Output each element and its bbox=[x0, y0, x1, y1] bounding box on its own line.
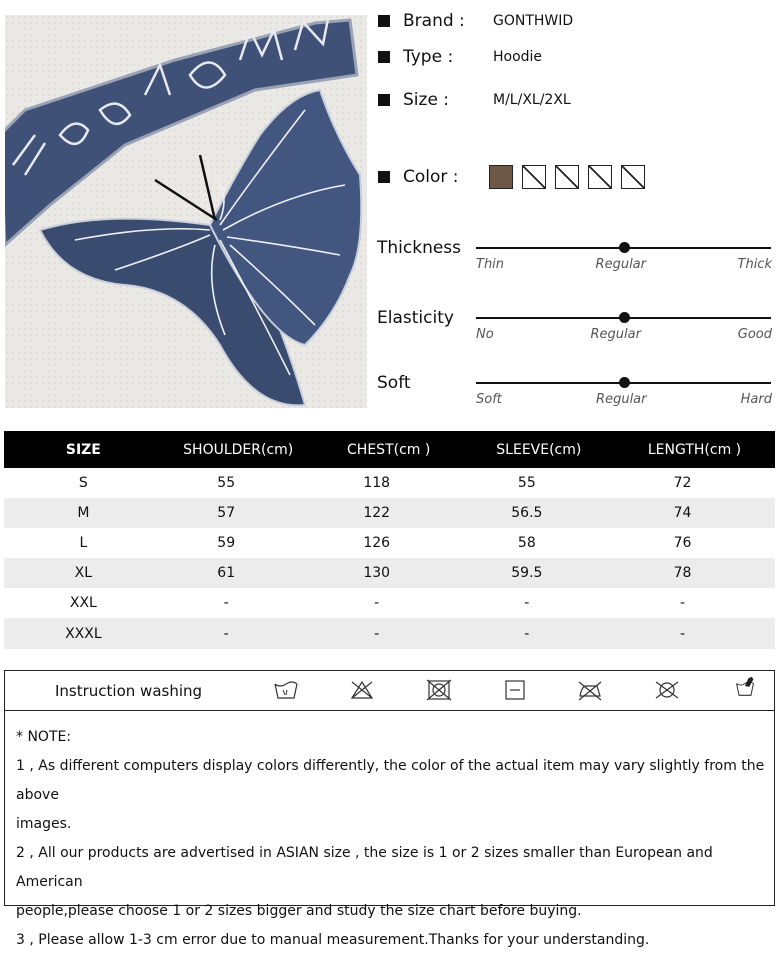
color-swatch-5[interactable] bbox=[621, 165, 645, 189]
scale-tick-label: Hard bbox=[740, 392, 772, 407]
size-label: Size : bbox=[403, 90, 450, 110]
do-not-dry-clean-icon bbox=[654, 679, 680, 701]
size-table-header-cell: SLEEVE(cm) bbox=[464, 431, 614, 468]
table-row bbox=[4, 528, 775, 558]
scale-tick-label: Soft bbox=[476, 392, 502, 407]
size-table-header-cell: CHEST(cm ) bbox=[314, 431, 464, 468]
do-not-tumble-dry-icon bbox=[426, 679, 452, 701]
table-cell: - bbox=[223, 595, 229, 611]
table-cell: XXXL bbox=[4, 618, 163, 649]
size-table-header-cell: SHOULDER(cm) bbox=[163, 431, 314, 468]
table-cell: 58 bbox=[517, 535, 536, 551]
note-line: 3 , Please allow 1-3 cm error due to manual measurement.Thanks for your understanding. bbox=[16, 932, 650, 948]
scale-knob bbox=[619, 377, 630, 388]
table-cell: 57 bbox=[163, 498, 314, 528]
bullet-square-icon bbox=[378, 94, 390, 106]
scale-tick-label: Thin bbox=[476, 257, 505, 272]
color-row bbox=[378, 165, 654, 189]
scale-label: Soft bbox=[377, 373, 411, 393]
hand-wash-icon bbox=[273, 679, 299, 701]
brand-value: GONTHWID bbox=[493, 13, 574, 29]
table-cell: - bbox=[679, 595, 686, 611]
size-table-header bbox=[4, 431, 775, 468]
table-cell: 78 bbox=[614, 558, 775, 588]
table-row bbox=[4, 588, 775, 618]
notes bbox=[5, 711, 774, 955]
table-cell: 55 bbox=[217, 475, 236, 491]
do-not-iron-icon bbox=[577, 679, 603, 701]
scale-tick-label: Good bbox=[737, 327, 772, 342]
table-cell: - bbox=[374, 595, 380, 611]
table-cell: 72 bbox=[673, 475, 692, 491]
care-instructions-box bbox=[4, 670, 775, 948]
table-cell: S bbox=[78, 475, 88, 491]
table-cell: XXL bbox=[69, 595, 97, 611]
scale-label: Thickness bbox=[377, 238, 462, 258]
notes-heading: * NOTE: bbox=[16, 729, 72, 745]
table-cell: - bbox=[314, 618, 464, 649]
table-cell: 126 bbox=[363, 535, 391, 551]
scale-knob bbox=[619, 312, 630, 323]
color-swatches bbox=[489, 165, 654, 189]
scale-tick-label: Regular bbox=[596, 392, 647, 407]
scale-track bbox=[476, 247, 771, 249]
table-cell: - bbox=[524, 595, 530, 611]
color-swatch-4[interactable] bbox=[588, 165, 612, 189]
type-label: Type : bbox=[403, 47, 454, 67]
dry-flat-icon bbox=[502, 679, 528, 701]
bullet-square-icon bbox=[378, 171, 390, 183]
type-row bbox=[378, 47, 542, 67]
size-table-header-cell: LENGTH(cm ) bbox=[614, 431, 775, 468]
color-swatch-2[interactable] bbox=[522, 165, 546, 189]
care-title: Instruction washing bbox=[55, 681, 203, 700]
table-row bbox=[4, 468, 775, 498]
brand-row bbox=[378, 11, 573, 31]
size-table bbox=[4, 431, 775, 649]
color-swatch-3[interactable] bbox=[555, 165, 579, 189]
table-cell: M bbox=[4, 498, 163, 528]
table-cell: - bbox=[163, 618, 314, 649]
table-cell: 61 bbox=[163, 558, 314, 588]
size-value: M/L/XL/2XL bbox=[493, 92, 571, 108]
table-cell: L bbox=[79, 535, 88, 551]
product-photo bbox=[5, 15, 367, 408]
color-swatch-1[interactable] bbox=[489, 165, 513, 189]
table-cell: 59.5 bbox=[464, 558, 614, 588]
table-cell: XL bbox=[4, 558, 163, 588]
scale-tick-label: Regular bbox=[590, 327, 641, 342]
note-line: 1 , As different computers display colors differently, the color of the actual item may vary slightly from the above bbox=[16, 758, 765, 803]
table-row bbox=[4, 558, 775, 588]
scale-label: Elasticity bbox=[377, 308, 454, 328]
bullet-square-icon bbox=[378, 15, 390, 27]
scale-track bbox=[476, 382, 771, 384]
scale-knob bbox=[619, 242, 630, 253]
denim-butterfly-patch-image bbox=[5, 15, 367, 408]
table-cell: - bbox=[464, 618, 614, 649]
note-line: images. bbox=[16, 816, 72, 832]
table-cell: 55 bbox=[517, 475, 536, 491]
note-line: people,please choose 1 or 2 sizes bigger and study the size chart before buying. bbox=[16, 903, 582, 919]
scale-tick-label: No bbox=[476, 327, 494, 342]
size-table-header-cell: SIZE bbox=[4, 431, 163, 468]
scale-tick-label: Thick bbox=[737, 257, 772, 272]
table-row bbox=[4, 618, 775, 649]
size-row bbox=[378, 90, 571, 110]
table-cell: - bbox=[614, 618, 775, 649]
type-value: Hoodie bbox=[493, 49, 543, 65]
table-cell: 74 bbox=[614, 498, 775, 528]
bullet-square-icon bbox=[378, 51, 390, 63]
table-cell: 56.5 bbox=[464, 498, 614, 528]
scale-ticks bbox=[476, 257, 772, 272]
wash-by-hand-glove-icon bbox=[732, 675, 758, 697]
color-label: Color : bbox=[403, 167, 459, 187]
table-cell: 122 bbox=[314, 498, 464, 528]
care-header bbox=[5, 671, 774, 711]
scale-tick-label: Regular bbox=[595, 257, 646, 272]
table-cell: 118 bbox=[363, 475, 391, 491]
do-not-bleach-icon bbox=[349, 679, 375, 701]
scale-track bbox=[476, 317, 771, 319]
scale-ticks bbox=[476, 327, 772, 342]
table-row bbox=[4, 498, 775, 528]
table-cell: 130 bbox=[314, 558, 464, 588]
brand-label: Brand : bbox=[403, 11, 465, 31]
scale-ticks bbox=[476, 392, 772, 407]
note-line: 2 , All our products are advertised in ASIAN size , the size is 1 or 2 sizes smaller than European and American bbox=[16, 845, 713, 890]
table-cell: 76 bbox=[673, 535, 692, 551]
table-cell: 59 bbox=[217, 535, 236, 551]
